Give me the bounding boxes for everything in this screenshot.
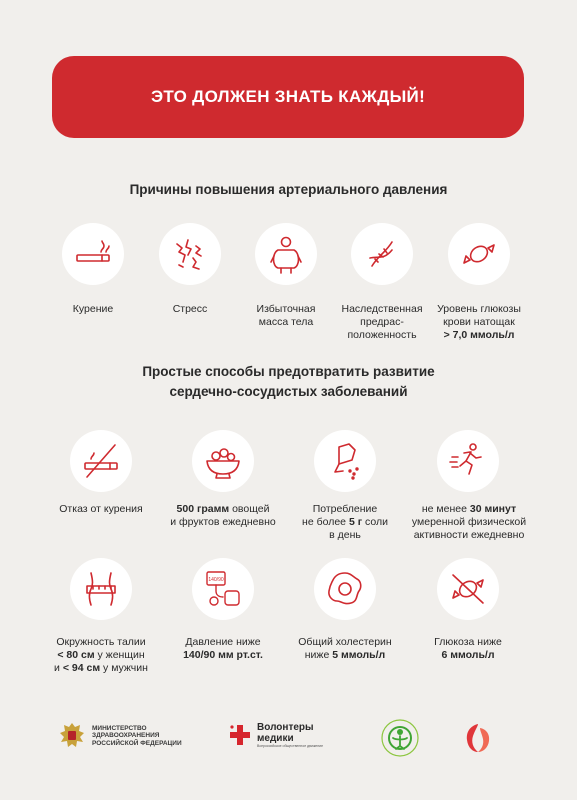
no-candy-icon: [437, 558, 499, 620]
caption-stress: Стресс: [172, 303, 208, 315]
caption-activity: не менее 30 минут умеренной физической активности ежедневно: [411, 503, 527, 541]
salt-shaker-icon: [314, 430, 376, 492]
eagle-emblem-icon: [58, 720, 86, 752]
stress-icon: [159, 223, 221, 285]
overweight-person-icon: [255, 223, 317, 285]
vegetable-bowl-icon: [192, 430, 254, 492]
caption-waist: Окружность талии < 80 см у женщин и < 94 см у мужчин: [54, 636, 148, 674]
section1-title: Причины повышения артериального давления: [129, 182, 448, 197]
cigarette-icon: [62, 223, 124, 285]
red-swirl-icon: [463, 722, 493, 754]
red-circle-logo: [463, 722, 493, 754]
candy-icon: [448, 223, 510, 285]
caption-overweight: Избыточная масса тела: [256, 303, 316, 328]
banner-title: ЭТО ДОЛЖЕН ЗНАТЬ КАЖДЫЙ!: [150, 87, 426, 106]
caption-heredity: Наследственная предрас- положенность: [341, 303, 423, 341]
header-banner: [52, 56, 524, 138]
caption-cholesterol: Общий холестерин ниже 5 ммоль/л: [298, 636, 392, 661]
red-cross-icon: [228, 723, 252, 747]
ministry-logo: [58, 720, 182, 752]
no-smoking-icon: [70, 430, 132, 492]
dna-icon: [351, 223, 413, 285]
section2-title: Простые способы предотвратить развитие сердечно-сосудистых заболеваний: [142, 364, 435, 399]
caption-glucose: Уровень глюкозы крови натощак > 7,0 ммоль/л: [437, 303, 521, 341]
caption-vegetables: 500 грамм овощей и фруктов ежедневно: [170, 503, 276, 528]
caption-salt: Потребление не более 5 г соли в день: [302, 503, 388, 541]
caption-quit-smoking: Отказ от курения: [59, 503, 143, 515]
fried-egg-icon: [314, 558, 376, 620]
caption-glucose-target: Глюкоза ниже 6 ммоль/л: [434, 636, 502, 661]
blood-pressure-monitor-icon: [192, 558, 254, 620]
green-circle-logo: [380, 718, 420, 758]
waist-measure-icon: [70, 558, 132, 620]
health-person-icon: [380, 718, 420, 758]
volunteers-logo: Волонтеры медики Всероссийское общественное движение: [228, 722, 323, 748]
ministry-text: МИНИСТЕРСТВО ЗДРАВООХРАНЕНИЯ РОССИЙСКОЙ ФЕДЕРАЦИИ: [92, 724, 182, 747]
running-person-icon: [437, 430, 499, 492]
svg-text:140/90: 140/90: [208, 577, 224, 583]
caption-smoking: Курение: [72, 303, 114, 315]
caption-pressure: Давление ниже 140/90 мм рт.ст.: [183, 636, 263, 661]
